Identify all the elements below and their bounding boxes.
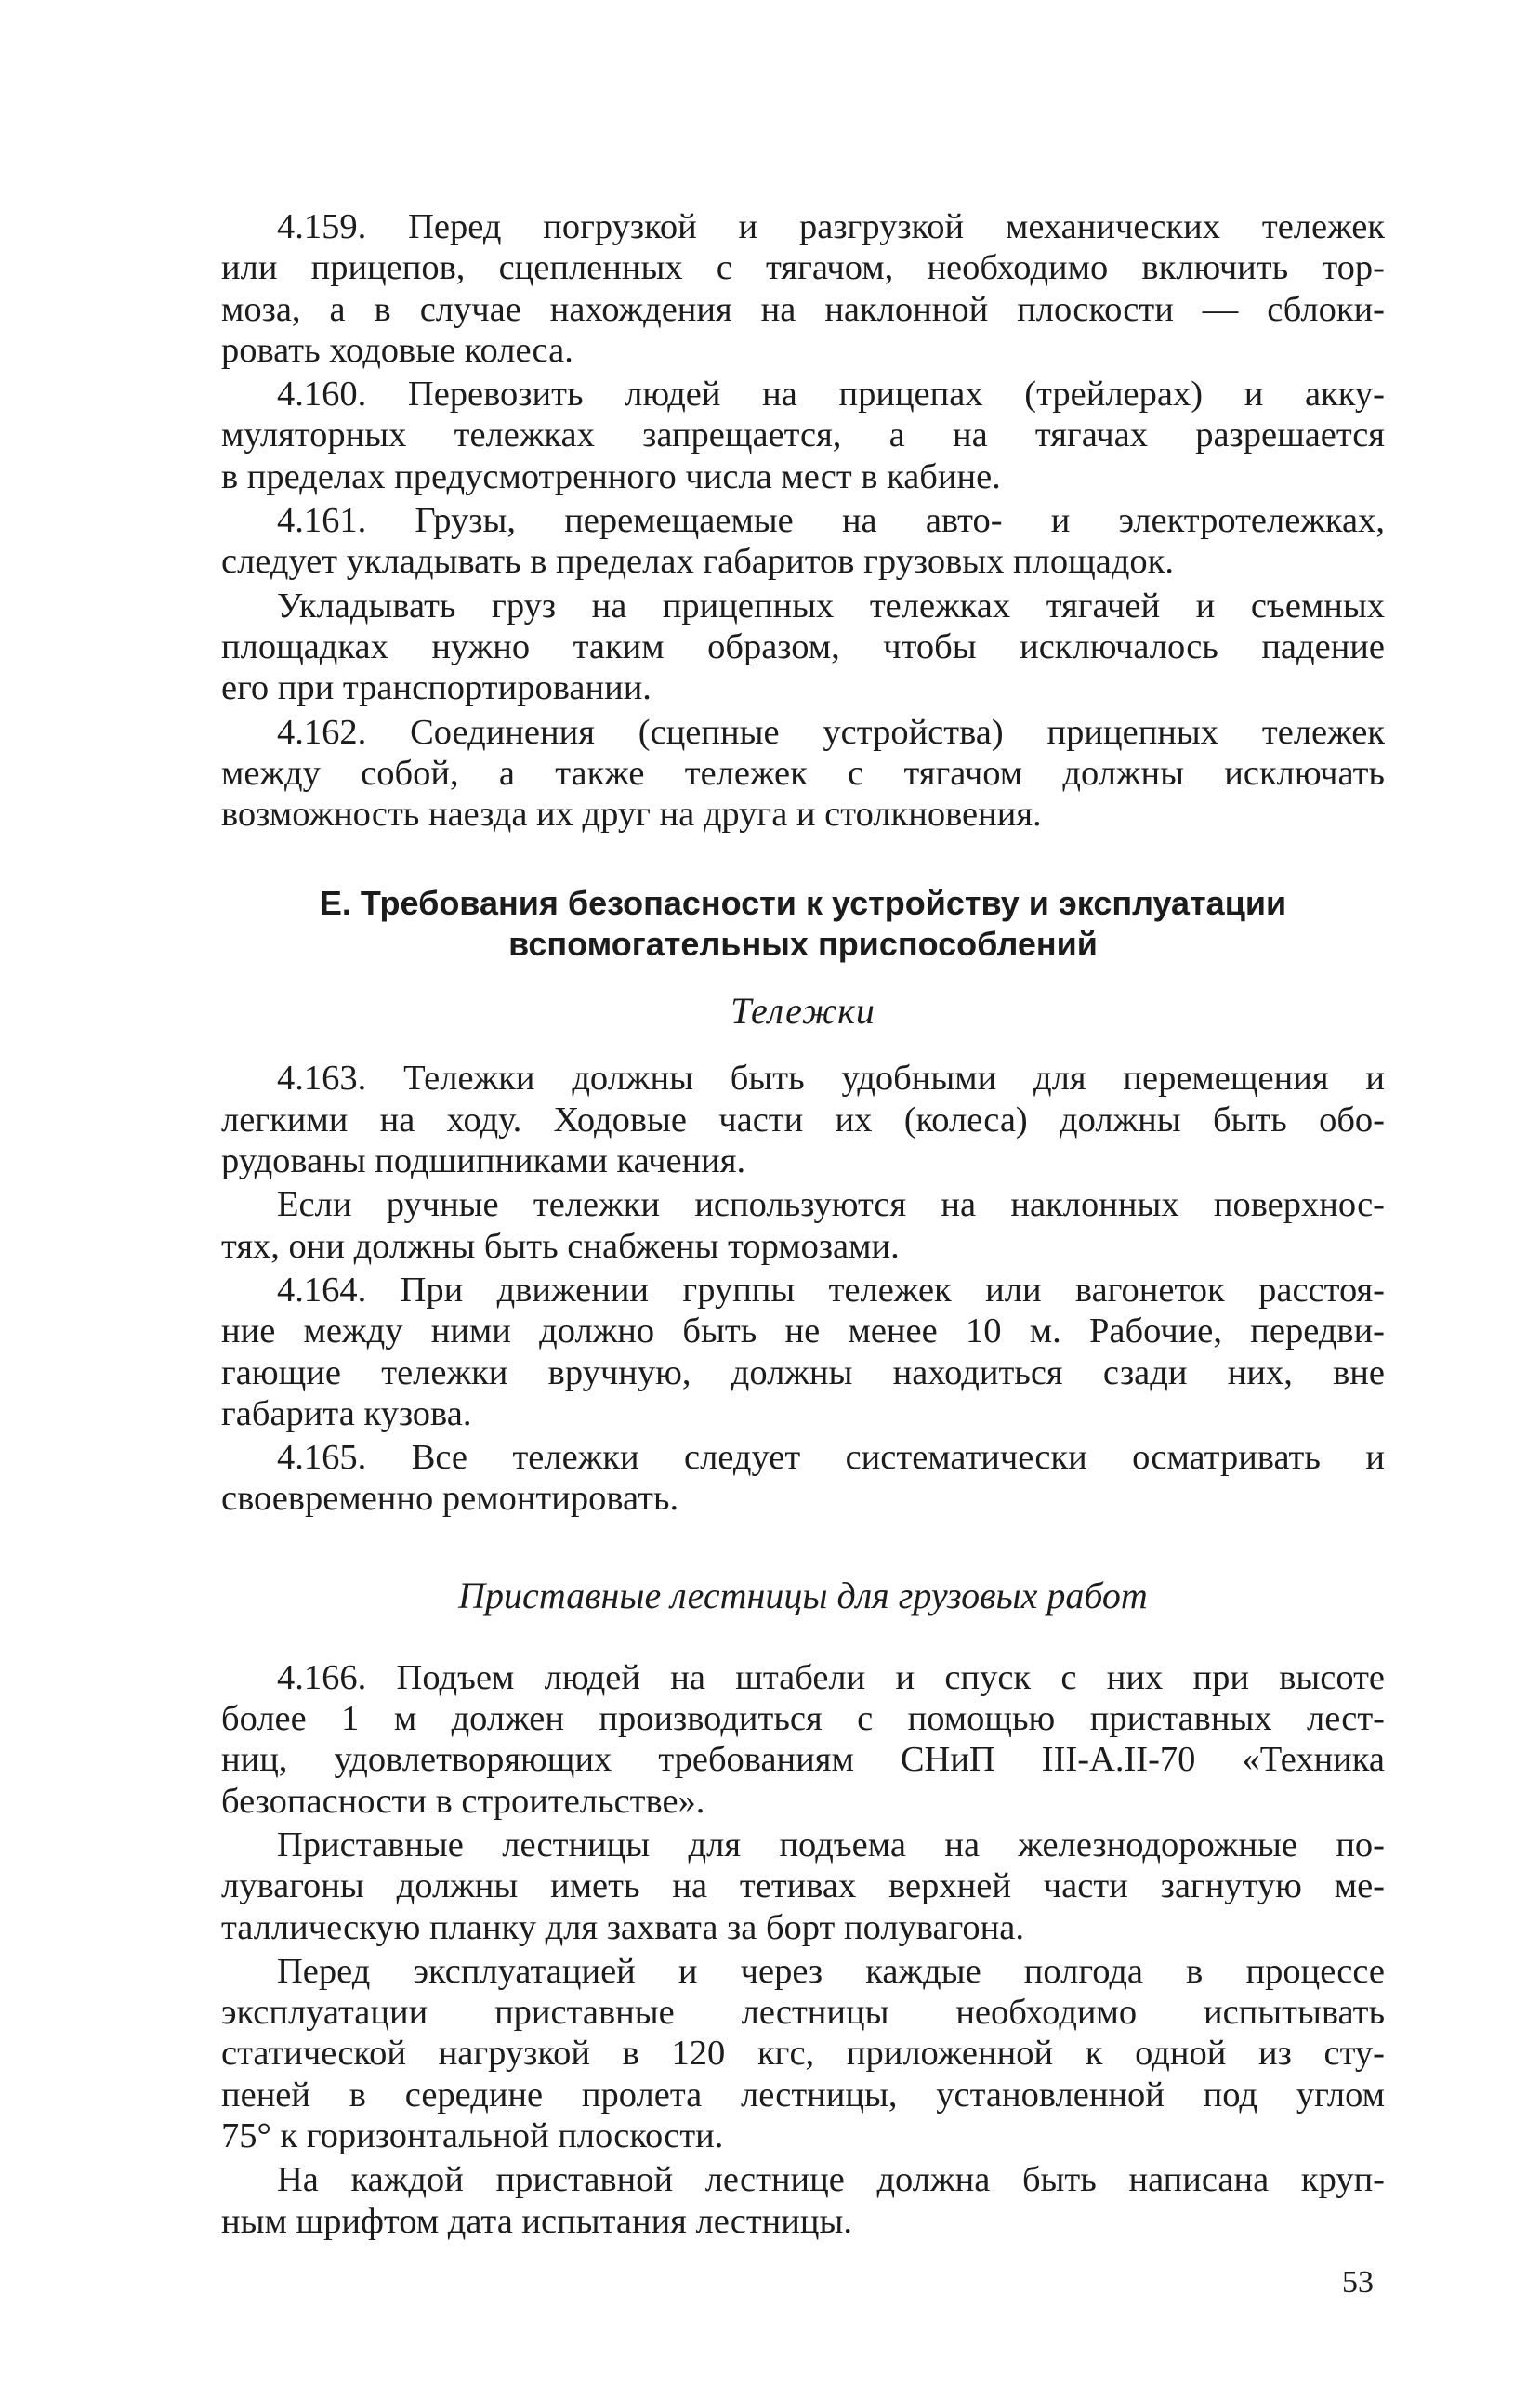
section-heading-line-2: вспомогательных приспособлений	[508, 925, 1098, 964]
paragraph-line: муляторных тележках запрещается, а на тягачах разрешается	[221, 415, 1385, 455]
paragraph-line: статической нагрузкой в 120 кгс, приложенной к одной из сту-	[221, 2034, 1385, 2074]
paragraph-line: 4.164. При движении группы тележек или вагонеток расстоя-	[277, 1270, 1385, 1310]
paragraph-line: более 1 м должен производиться с помощью приставных лест-	[221, 1699, 1385, 1739]
paragraph	[221, 1184, 1385, 1267]
page-number: 53	[1342, 2265, 1374, 2299]
paragraphs-ladders	[221, 1657, 1385, 2242]
paragraph	[221, 712, 1385, 836]
section-heading-line-1: Е. Требования безопасности к устройству и эксплуатации	[319, 884, 1287, 923]
paragraph-line: 75° к горизонтальной плоскости.	[221, 2115, 724, 2155]
paragraph-line: 4.163. Тележки должны быть удобными для перемещения и	[277, 1059, 1385, 1099]
paragraph-line: легкими на ходу. Ходовые части их (колеса) должны быть обо-	[221, 1100, 1385, 1140]
paragraph-line: Укладывать груз на прицепных тележках тягачей и съемных	[277, 586, 1385, 626]
paragraph-line: в пределах предусмотренного числа мест в кабине.	[221, 456, 1001, 496]
subheading-carts: Тележки	[731, 990, 875, 1033]
paragraph	[221, 374, 1385, 497]
paragraph-line: эксплуатации приставные лестницы необходимо испытывать	[221, 1993, 1385, 2033]
paragraph-line: ние между ними должно быть не менее 10 м. Рабочие, передви-	[221, 1311, 1385, 1351]
paragraph-line: ниц, удовлетворяющих требованиям СНиП III-А.II-70 «Техника	[221, 1740, 1385, 1780]
paragraph-line: площадках нужно таким образом, чтобы исключалось падение	[221, 626, 1385, 666]
paragraph-line: моза, а в случае нахождения на наклонной плоскости — сблоки-	[221, 289, 1385, 329]
paragraph-line: таллическую планку для захвата за борт полувагона.	[221, 1907, 1024, 1947]
paragraph	[221, 1951, 1385, 2156]
paragraph-line: Приставные лестницы для подъема на железнодорожные по-	[277, 1825, 1385, 1865]
paragraph	[221, 586, 1385, 709]
paragraph-line: между собой, а также тележек с тягачом должны исключать	[221, 753, 1385, 793]
subheading-ladders: Приставные лестницы для грузовых работ	[458, 1574, 1148, 1616]
paragraph-line: или прицепов, сцепленных с тягачом, необходимо включить тор-	[221, 248, 1385, 288]
paragraph	[221, 1058, 1385, 1181]
paragraph-line: возможность наезда их друг на друга и столкновения.	[221, 795, 1042, 835]
paragraphs-top	[221, 206, 1385, 835]
paragraph-line: 4.161. Грузы, перемещаемые на авто- и электротележках,	[277, 501, 1385, 541]
paragraph-line: На каждой приставной лестнице должна быть написана круп-	[277, 2160, 1385, 2200]
paragraph-line: Если ручные тележки используются на наклонных поверхнос-	[277, 1185, 1385, 1225]
paragraph-line: 4.166. Подъем людей на штабели и спуск с них при высоте	[277, 1657, 1385, 1697]
paragraph	[221, 206, 1385, 371]
paragraph	[221, 1270, 1385, 1434]
paragraph-line: 4.162. Соединения (сцепные устройства) прицепных тележек	[277, 712, 1385, 752]
paragraph-line: своевременно ремонтировать.	[221, 1479, 679, 1519]
paragraph-line: ным шрифтом дата испытания лестницы.	[221, 2201, 852, 2241]
paragraph-line: пеней в середине пролета лестницы, установленной под углом	[221, 2075, 1385, 2115]
paragraph	[221, 500, 1385, 583]
paragraph-line: лувагоны должны иметь на тетивах верхней части загнутую ме-	[221, 1866, 1385, 1906]
paragraph-line: тях, они должны быть снабжены тормозами.	[221, 1226, 900, 1266]
paragraph-line: габарита кузова.	[221, 1393, 472, 1433]
paragraph	[221, 1825, 1385, 1948]
paragraph-line: ровать ходовые колеса.	[221, 330, 573, 370]
document-page	[221, 206, 1385, 2242]
paragraph-line: Перед эксплуатацией и через каждые полгода в процессе	[277, 1951, 1385, 1991]
paragraph-line: безопасности в строительстве».	[221, 1781, 705, 1821]
paragraphs-carts	[221, 1058, 1385, 1519]
paragraph-line: его при транспортировании.	[221, 668, 652, 708]
section-heading	[221, 883, 1385, 965]
paragraph-line: гающие тележки вручную, должны находиться сзади них, вне	[221, 1352, 1385, 1392]
paragraph	[221, 2159, 1385, 2242]
paragraph	[221, 1437, 1385, 1520]
paragraph-line: следует укладывать в пределах габаритов грузовых площадок.	[221, 542, 1175, 582]
paragraph-line: 4.165. Все тележки следует систематически осматривать и	[277, 1438, 1385, 1478]
paragraph-line: рудованы подшипниками качения.	[221, 1141, 746, 1181]
paragraph	[221, 1657, 1385, 1822]
paragraph-line: 4.159. Перед погрузкой и разгрузкой механических тележек	[277, 207, 1385, 246]
paragraph-line: 4.160. Перевозить людей на прицепах (трейлерах) и акку-	[277, 375, 1385, 415]
